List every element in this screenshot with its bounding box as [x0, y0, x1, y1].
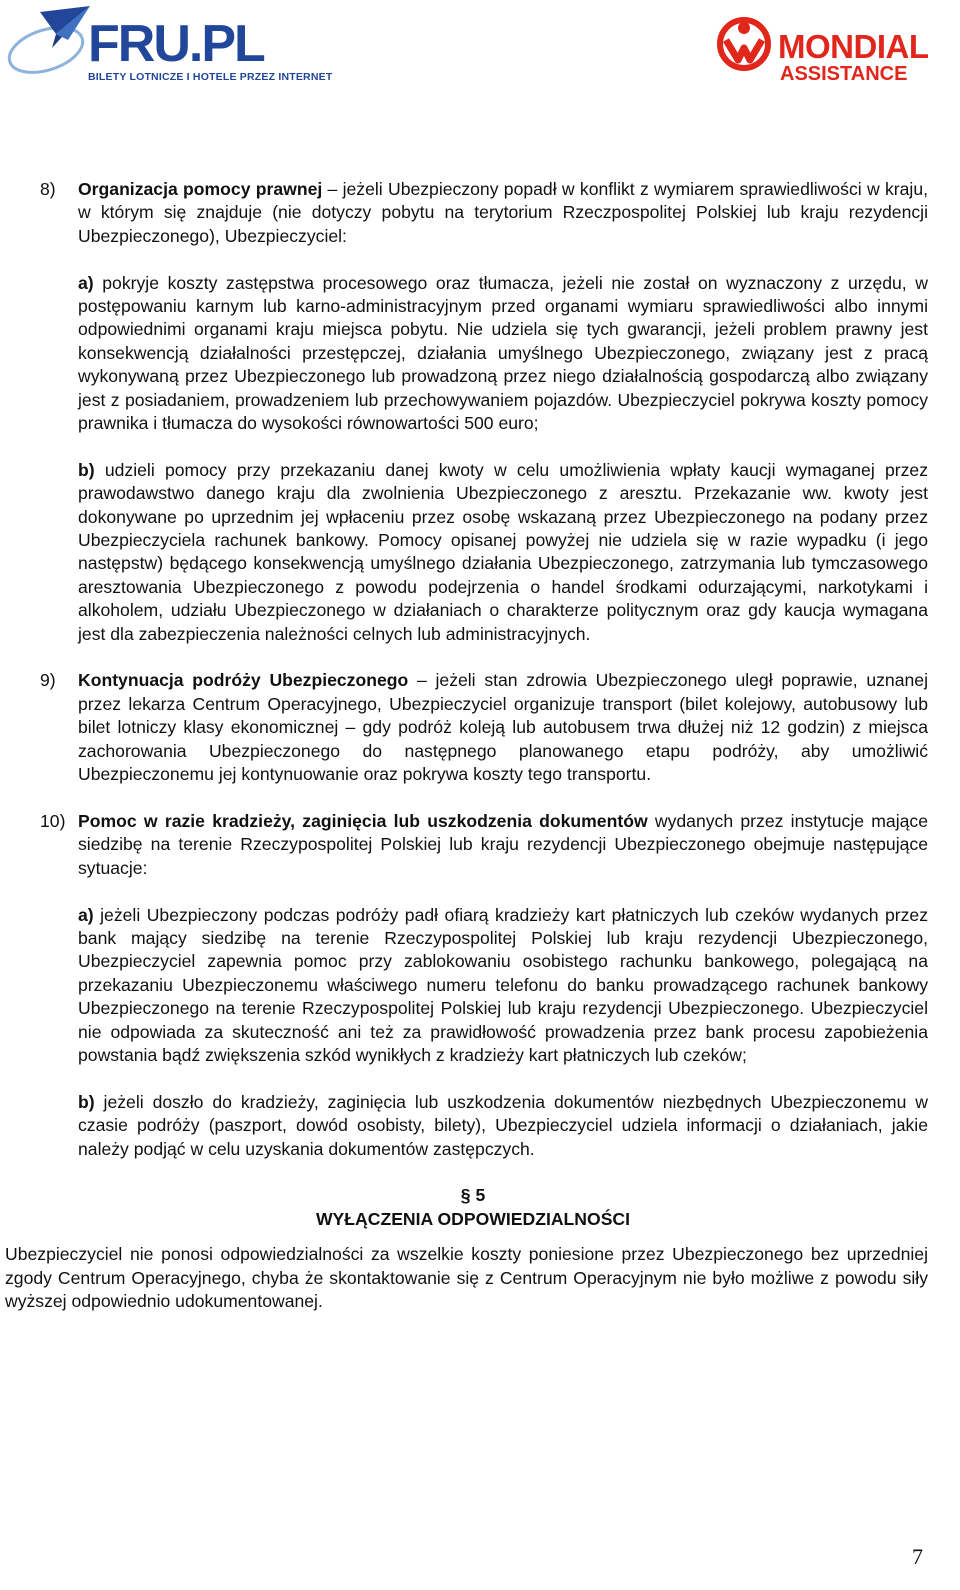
list-item [0, 810, 960, 1161]
sub-item: b) jeżeli doszło do kradzieży, zaginięcia lub uszkodzenia dokumentów niezbędnych Ubezpieczonemu w czasie podróży (paszport, dowód osobisty, bilety), Ubezpieczyciel udziela informacji o działaniach, jakie należy podjąć w celu uzyskania dokumentów zastępczych. [78, 1091, 928, 1159]
page-number: 7 [912, 1544, 923, 1569]
item-intro: Organizacja pomocy prawnej – jeżeli Ubezpieczony popadł w konflikt z wymiarem sprawiedliwości w kraju, w którym się znajduje (nie dotyczy pobytu na terytorium Rzeczpospolitej Polskiej lub kraju rezydencji Ubezpieczonego), Ubezpieczyciel: [78, 179, 928, 246]
list-item [0, 178, 960, 646]
item-title: Organizacja pomocy prawnej [78, 179, 323, 199]
mondial-emblem-icon [716, 14, 778, 76]
sub-item: b) udzieli pomocy przy przekazaniu danej kwoty w celu umożliwienia wpłaty kaucji wymaganej przez prawodawstwo danego kraju dla zwolnienia Ubezpieczonego z aresztu. Przekazanie ww. kwoty jest dokonywane po uprzednim jej wpłaceniu przez osobę wskazaną przez Ubezpieczonego na podany przez Ubezpieczyciela rachunek bankowy. Pomocy opisanej powyżej nie udziela się w razie wypadku (i jego następstw) będącego konsekwencją umyślnego działania Ubezpieczonego, zatrzymania lub tymczasowego aresztowania Ubezpieczonego z powodu podejrzenia o handel środkami odurzającymi, narkotykami i alkoholem, udziału Ubezpieczonego w działaniach o charakterze politycznym oraz gdy kaucja wymagana jest dla zabezpieczenia należności celnych lub administracyjnych. [78, 459, 928, 644]
item-title: Kontynuacja podróży Ubezpieczonego [78, 670, 409, 691]
item-number: 10) [40, 810, 66, 831]
fru-logo-text: FRU.PL [88, 15, 264, 73]
item-intro: Pomoc w razie kradzieży, zaginięcia lub uszkodzenia dokumentów wydanych przez instytucje mające siedzibę na terenie Rzeczypospolitej Polskiej lub kraju rezydencji Ubezpieczonego obejmuje następujące sytuacje: [78, 810, 928, 878]
assistance-logo-text: ASSISTANCE [780, 63, 908, 85]
item-number: 8) [40, 179, 56, 199]
sub-item-label: a) [78, 272, 94, 293]
item-intro: Kontynuacja podróży Ubezpieczonego – jeżeli stan zdrowia Ubezpieczonego uległ poprawie, uznanej przez lekarza Centrum Operacyjnego, Ubezpieczyciel organizuje transport (bilet kolejowy, autobusowy lub bilet lotniczy klasy ekonomicznej – gdy podróż koleją lub autobusem trwa dłużej niż 12 godzin) z miejsca zachorowania Ubezpieczonego do następnego planowanego etapu podróży, aby umożliwić Ubezpieczonemu jej kontynuowanie oraz pokrywa koszty tego transportu. [78, 670, 928, 785]
mondial-logo-text: MONDIAL [778, 28, 929, 65]
fru-tagline: BILETY LOTNICZE I HOTELE PRZEZ INTERNET [88, 71, 333, 83]
sub-item-label: a) [78, 904, 94, 925]
list-item [0, 669, 960, 786]
paper-plane-icon [4, 4, 94, 84]
item-number: 9) [40, 670, 56, 691]
section-number: § 5 [460, 1185, 486, 1206]
page-header [0, 0, 960, 96]
final-paragraph: Ubezpieczyciel nie ponosi odpowiedzialności za wszelkie koszty poniesione przez Ubezpieczonego bez uprzedniej zgody Centrum Operacyjnego, chyba że skontaktowanie się z Centrum Operacyjnym nie było możliwe z powodu siły wyższej odpowiednio udokumentowanej. [5, 1244, 928, 1311]
sub-item-label: b) [78, 1091, 95, 1112]
mondial-assistance-logo [716, 14, 956, 88]
sub-item-label: b) [78, 459, 95, 480]
section-title: WYŁĄCZENIA ODPOWIEDZIALNOŚCI [315, 1208, 631, 1229]
item-title: Pomoc w razie kradzieży, zaginięcia lub uszkodzenia dokumentów [78, 810, 648, 831]
sub-item: a) jeżeli Ubezpieczony podczas podróży padł ofiarą kradzieży kart płatniczych lub czeków wydanych przez bank mający siedzibę na terenie Rzeczypospolitej Polskiej lub kraju rezydencji Ubezpieczonego, Ubezpieczyciel zapewnia pomoc przy zablokowaniu osobistego rachunku bankowego, polegającą na przekazaniu Ubezpieczonemu właściwego numeru telefonu do banku prowadzącego rachunek bankowy Ubezpieczonego na terenie Rzeczypospolitej Polskiej lub kraju rezydencji Ubezpieczonego. Ubezpieczyciel nie odpowiada za skuteczność ani też za prawidłowość prowadzenia przez bank procesu zapobieżenia powstania bądź zwiększenia szkód wynikłych z kradzieży kart płatniczych lub czeków; [78, 904, 928, 1065]
fru-logo [4, 4, 333, 84]
document-body [0, 178, 960, 1313]
sub-item: a) pokryje koszty zastępstwa procesowego oraz tłumacza, jeżeli nie został on wyznaczony z urzędu, w postępowaniu karnym lub karno-administracyjnym przed organami wymiaru sprawiedliwości albo innymi odpowiednimi organami kraju miejsca pobytu. Nie udziela się tych gwarancji, jeżeli problem prawny jest konsekwencją działalności przestępczej, działania umyślnego Ubezpieczonego, związany jest z pracą wykonywaną przez Ubezpieczonego lub prowadzoną przez niego działalnością gospodarczą albo związany jest z posiadaniem, prowadzeniem lub przechowywaniem pojazdów. Ubezpieczyciel pokrywa koszty pomocy prawnika i tłumacza do wysokości równowartości 500 euro; [78, 272, 928, 434]
